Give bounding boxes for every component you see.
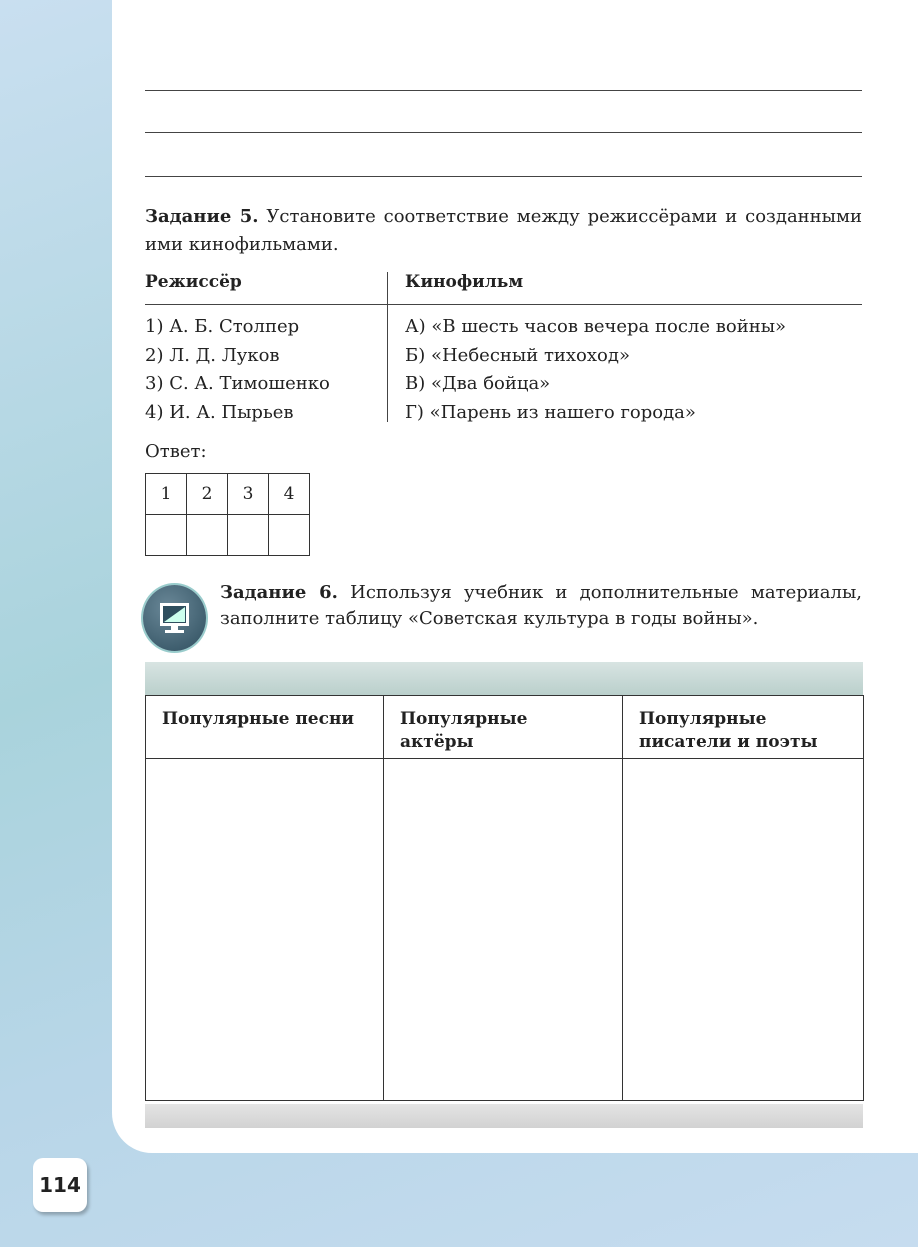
answer-cell-1[interactable] (145, 514, 187, 556)
director-item: 1) А. Б. Столпер (145, 316, 300, 337)
task6-prompt (220, 580, 862, 632)
culture-table (145, 695, 864, 1101)
director-header: Режиссёр (145, 272, 242, 292)
task5-label: Задание 5. (145, 206, 259, 227)
answer-label: Ответ: (145, 441, 207, 462)
page-number: 114 (33, 1158, 87, 1212)
answer-col-header: 3 (227, 473, 269, 515)
header-songs: Популярные песни (146, 696, 384, 759)
answer-col-header: 4 (268, 473, 310, 515)
task6-label: Задание 6. (220, 582, 338, 603)
writers-cell[interactable] (623, 759, 863, 1100)
film-item: Г) «Парень из нашего города» (405, 401, 696, 423)
film-header: Кинофильм (405, 272, 524, 292)
director-item: 4) И. А. Пырьев (145, 401, 294, 423)
task6-text: Используя учебник и дополнительные материалы, заполните таблицу «Советская культура в годы войны». (220, 582, 862, 629)
answer-cell-4[interactable] (268, 514, 310, 556)
songs-cell[interactable] (146, 759, 384, 1100)
film-list (405, 313, 786, 427)
writing-line[interactable] (145, 132, 862, 133)
director-item: 2) Л. Д. Луков (145, 344, 280, 366)
decorative-band-top (145, 662, 863, 696)
director-item: 3) С. А. Тимошенко (145, 373, 330, 394)
film-item: А) «В шесть часов вечера после войны» (405, 316, 787, 337)
column-divider (387, 272, 388, 422)
task5-text: Установите соответствие между режиссёрами и созданными ими кинофильмами. (145, 206, 863, 255)
answer-cell-3[interactable] (227, 514, 269, 556)
task5-prompt (145, 203, 862, 259)
director-list (145, 313, 330, 427)
actors-cell[interactable] (384, 759, 623, 1100)
film-item: В) «Два бойца» (405, 373, 551, 394)
answer-cell-2[interactable] (186, 514, 228, 556)
film-item: Б) «Небесный тихоход» (405, 344, 630, 366)
header-actors: Популярные актёры (384, 696, 623, 759)
writing-line[interactable] (145, 90, 862, 91)
writing-line[interactable] (145, 176, 862, 177)
decorative-band-bottom (145, 1104, 863, 1128)
computer-icon (143, 585, 206, 651)
header-divider (145, 304, 862, 305)
answer-col-header: 1 (145, 473, 187, 515)
answer-col-header: 2 (186, 473, 228, 515)
header-writers: Популярные писатели и поэты (623, 696, 863, 759)
